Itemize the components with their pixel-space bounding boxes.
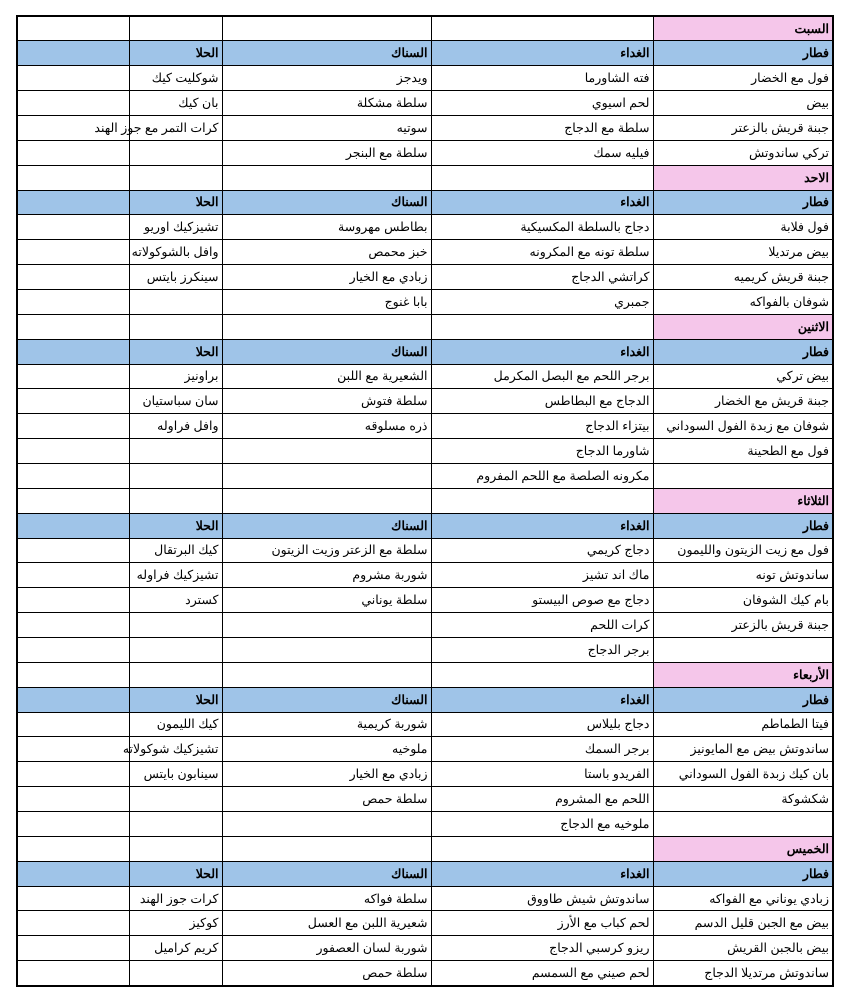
- meal-cell: سلطة مع الزعتر وزيت الزيتون: [222, 538, 431, 563]
- column-header-empty: [17, 861, 129, 886]
- meal-cell: ملوخيه مع الدجاج: [431, 812, 653, 837]
- table-row: [17, 737, 833, 762]
- meal-cell: الشعيرية مع اللبن: [222, 364, 431, 389]
- column-header: الحلا: [129, 687, 222, 712]
- table-row: [17, 637, 833, 662]
- meal-cell: كوكيز: [129, 911, 222, 936]
- meal-cell: تركي ساندوتش: [653, 140, 833, 165]
- meal-cell: جبنة قريش بالزعتر: [653, 115, 833, 140]
- empty-cell: [17, 662, 129, 687]
- meal-cell: [222, 463, 431, 488]
- meal-cell: وافل فراوله: [129, 414, 222, 439]
- empty-cell: [17, 488, 129, 513]
- meal-cell: دجاج مع صوص البيستو: [431, 588, 653, 613]
- column-header: السناك: [222, 861, 431, 886]
- meal-cell: بان كيك زبدة الفول السوداني: [653, 762, 833, 787]
- empty-cell: [17, 16, 129, 41]
- empty-cell: [129, 16, 222, 41]
- meal-cell: [17, 215, 129, 240]
- meal-cell: بيتزاء الدجاج: [431, 414, 653, 439]
- meal-cell: [129, 812, 222, 837]
- day-row: [17, 16, 833, 41]
- meal-cell: فول فلابة: [653, 215, 833, 240]
- empty-cell: [222, 662, 431, 687]
- column-header: الحلا: [129, 339, 222, 364]
- meal-cell: شاورما الدجاج: [431, 439, 653, 464]
- day-row: [17, 165, 833, 190]
- meal-cell: سلطة مشكلة: [222, 91, 431, 116]
- meal-cell: كريم كراميل: [129, 936, 222, 961]
- meal-cell: سلطة فتوش: [222, 389, 431, 414]
- meal-cell: [129, 140, 222, 165]
- meal-cell: تشيزكيك اوريو: [129, 215, 222, 240]
- meal-cell: الدجاج مع البطاطس: [431, 389, 653, 414]
- table-row: [17, 762, 833, 787]
- table-row: [17, 215, 833, 240]
- empty-cell: [431, 165, 653, 190]
- meal-cell: ملوخيه: [222, 737, 431, 762]
- meal-cell: [17, 439, 129, 464]
- table-row: [17, 538, 833, 563]
- empty-cell: [431, 314, 653, 339]
- column-header: السناك: [222, 687, 431, 712]
- day-title: الخميس: [653, 836, 833, 861]
- meal-cell: برجر اللحم مع البصل المكرمل: [431, 364, 653, 389]
- day-title: الاثنين: [653, 314, 833, 339]
- meal-cell: [17, 637, 129, 662]
- table-row: [17, 712, 833, 737]
- meal-cell: [17, 712, 129, 737]
- meal-cell: سلطة حمص: [222, 961, 431, 986]
- meal-cell: لحم صيني مع السمسم: [431, 961, 653, 986]
- meal-cell: كسترد: [129, 588, 222, 613]
- meal-cell: زبادي مع الخيار: [222, 265, 431, 290]
- table-row: [17, 289, 833, 314]
- meal-cell: تشيزكيك شوكولاته: [129, 737, 222, 762]
- meal-cell: بيض: [653, 91, 833, 116]
- table-row: [17, 787, 833, 812]
- meal-cell: خبز محمص: [222, 240, 431, 265]
- column-header-empty: [17, 687, 129, 712]
- meal-cell: تشيزكيك فراوله: [129, 563, 222, 588]
- day-row: [17, 314, 833, 339]
- table-row: [17, 265, 833, 290]
- meal-cell: شوربة مشروم: [222, 563, 431, 588]
- meal-cell: شوربة كريمية: [222, 712, 431, 737]
- table-row: [17, 463, 833, 488]
- column-header: فطار: [653, 513, 833, 538]
- meal-cell: [17, 91, 129, 116]
- meal-cell: ساندوتش مرتديلا الدجاج: [653, 961, 833, 986]
- meal-cell: شوفان مع زبدة الفول السوداني: [653, 414, 833, 439]
- meal-cell: فيتا الطماطم: [653, 712, 833, 737]
- meal-cell: بيض مرتديلا: [653, 240, 833, 265]
- meal-cell: شعيرية اللبن مع العسل: [222, 911, 431, 936]
- meal-cell: ساندوتش شيش طاووق: [431, 886, 653, 911]
- meal-cell: براونيز: [129, 364, 222, 389]
- meal-cell: ذره مسلوقه: [222, 414, 431, 439]
- empty-cell: [129, 165, 222, 190]
- meal-cell: كراتشي الدجاج: [431, 265, 653, 290]
- meal-cell: [17, 936, 129, 961]
- empty-cell: [222, 16, 431, 41]
- meal-cell: [17, 737, 129, 762]
- meal-cell: [17, 265, 129, 290]
- table-row: [17, 812, 833, 837]
- meal-cell: شوكليت كيك: [129, 66, 222, 91]
- meal-cell: سلطة مع الدجاج: [431, 115, 653, 140]
- meal-cell: شوربة لسان العصفور: [222, 936, 431, 961]
- meal-cell: [17, 538, 129, 563]
- meal-cell: جبنة قريش مع الخضار: [653, 389, 833, 414]
- column-header: الحلا: [129, 190, 222, 215]
- column-header: السناك: [222, 339, 431, 364]
- meal-cell: شوفان بالفواكه: [653, 289, 833, 314]
- meal-cell: كيك البرتقال: [129, 538, 222, 563]
- day-title: الاحد: [653, 165, 833, 190]
- column-header-row: [17, 41, 833, 66]
- empty-cell: [431, 488, 653, 513]
- column-header-empty: [17, 41, 129, 66]
- column-header: فطار: [653, 41, 833, 66]
- column-header: فطار: [653, 339, 833, 364]
- empty-cell: [222, 836, 431, 861]
- day-row: [17, 488, 833, 513]
- meal-cell: سينكرز بايتس: [129, 265, 222, 290]
- column-header-empty: [17, 339, 129, 364]
- meal-cell: بيض مع الجبن قليل الدسم: [653, 911, 833, 936]
- meal-cell: مكرونه الصلصة مع اللحم المفروم: [431, 463, 653, 488]
- table-row: [17, 563, 833, 588]
- empty-cell: [17, 165, 129, 190]
- meal-cell: [17, 588, 129, 613]
- empty-cell: [129, 836, 222, 861]
- meal-cell: [17, 463, 129, 488]
- table-row: [17, 140, 833, 165]
- meal-cell: [129, 787, 222, 812]
- meal-cell: بان كيك: [129, 91, 222, 116]
- empty-cell: [129, 488, 222, 513]
- meal-cell: [129, 961, 222, 986]
- column-header: فطار: [653, 687, 833, 712]
- table-row: [17, 364, 833, 389]
- column-header: الغداء: [431, 861, 653, 886]
- column-header-row: [17, 513, 833, 538]
- meal-cell: كيك الليمون: [129, 712, 222, 737]
- meal-cell: كرات اللحم: [431, 613, 653, 638]
- day-title: الثلاثاء: [653, 488, 833, 513]
- meal-plan-body: [17, 16, 833, 986]
- day-row: [17, 662, 833, 687]
- meal-cell: فيليه سمك: [431, 140, 653, 165]
- empty-cell: [17, 836, 129, 861]
- meal-cell: جمبري: [431, 289, 653, 314]
- meal-cell: [653, 463, 833, 488]
- empty-cell: [222, 488, 431, 513]
- table-row: [17, 66, 833, 91]
- column-header: فطار: [653, 861, 833, 886]
- meal-cell: [17, 140, 129, 165]
- meal-cell: [17, 240, 129, 265]
- meal-cell: [17, 66, 129, 91]
- column-header-empty: [17, 190, 129, 215]
- column-header: فطار: [653, 190, 833, 215]
- column-header-row: [17, 687, 833, 712]
- column-header: الغداء: [431, 687, 653, 712]
- table-row: [17, 588, 833, 613]
- meal-cell: [17, 812, 129, 837]
- column-header-empty: [17, 513, 129, 538]
- table-row: [17, 414, 833, 439]
- meal-cell: بام كيك الشوفان: [653, 588, 833, 613]
- day-title: الأربعاء: [653, 662, 833, 687]
- column-header: الغداء: [431, 339, 653, 364]
- empty-cell: [431, 836, 653, 861]
- meal-cell: [129, 289, 222, 314]
- table-row: [17, 389, 833, 414]
- table-row: [17, 91, 833, 116]
- meal-cell: ريزو كرسبي الدجاج: [431, 936, 653, 961]
- meal-cell: بابا غنوج: [222, 289, 431, 314]
- column-header: الحلا: [129, 513, 222, 538]
- meal-cell: [653, 812, 833, 837]
- meal-cell: سينابون بايتس: [129, 762, 222, 787]
- meal-cell: فول مع الطحينة: [653, 439, 833, 464]
- meal-cell: جبنة قريش بالزعتر: [653, 613, 833, 638]
- meal-cell: لحم اسيوي: [431, 91, 653, 116]
- meal-cell: دجاج بالسلطة المكسيكية: [431, 215, 653, 240]
- meal-cell: [129, 637, 222, 662]
- empty-cell: [431, 662, 653, 687]
- meal-cell: سان سباستيان: [129, 389, 222, 414]
- empty-cell: [129, 314, 222, 339]
- empty-cell: [222, 165, 431, 190]
- meal-cell: [222, 439, 431, 464]
- meal-cell: [17, 787, 129, 812]
- meal-cell: [17, 911, 129, 936]
- meal-cell: [129, 439, 222, 464]
- column-header: السناك: [222, 513, 431, 538]
- table-row: [17, 115, 833, 140]
- meal-cell: سلطة تونه مع المكرونه: [431, 240, 653, 265]
- meal-cell: [17, 563, 129, 588]
- meal-cell: ويدجز: [222, 66, 431, 91]
- meal-plan-table: [16, 15, 834, 987]
- meal-cell: جبنة قريش كريميه: [653, 265, 833, 290]
- meal-cell: دجاج كريمي: [431, 538, 653, 563]
- column-header: الغداء: [431, 41, 653, 66]
- empty-cell: [129, 662, 222, 687]
- meal-cell: بيض بالجبن القريش: [653, 936, 833, 961]
- meal-cell: وافل بالشوكولاته: [129, 240, 222, 265]
- meal-cell: [222, 613, 431, 638]
- meal-cell: سلطة مع البنجر: [222, 140, 431, 165]
- empty-cell: [222, 314, 431, 339]
- meal-cell: بطاطس مهروسة: [222, 215, 431, 240]
- meal-cell: [17, 389, 129, 414]
- meal-cell: فول مع زيت الزيتون والليمون: [653, 538, 833, 563]
- column-header: الحلا: [129, 861, 222, 886]
- meal-cell: برجر الدجاج: [431, 637, 653, 662]
- meal-cell: كرات جوز الهند: [129, 886, 222, 911]
- meal-cell: [17, 613, 129, 638]
- column-header: السناك: [222, 41, 431, 66]
- table-row: [17, 613, 833, 638]
- meal-cell: ساندوتش تونه: [653, 563, 833, 588]
- meal-cell: بيض تركي: [653, 364, 833, 389]
- meal-cell: [222, 812, 431, 837]
- meal-cell: اللحم مع المشروم: [431, 787, 653, 812]
- meal-cell: ماك اند تشيز: [431, 563, 653, 588]
- meal-cell: [222, 637, 431, 662]
- table-row: [17, 240, 833, 265]
- meal-cell: الفريدو باستا: [431, 762, 653, 787]
- meal-cell: فته الشاورما: [431, 66, 653, 91]
- meal-cell: [653, 637, 833, 662]
- column-header-row: [17, 190, 833, 215]
- table-row: [17, 911, 833, 936]
- table-row: [17, 961, 833, 986]
- column-header: السناك: [222, 190, 431, 215]
- meal-cell: [17, 414, 129, 439]
- meal-cell: [17, 289, 129, 314]
- meal-cell: [17, 762, 129, 787]
- column-header-row: [17, 861, 833, 886]
- meal-cell: برجر السمك: [431, 737, 653, 762]
- meal-cell: [129, 613, 222, 638]
- table-row: [17, 439, 833, 464]
- meal-cell: زبادي يوناني مع الفواكه: [653, 886, 833, 911]
- meal-cell: ساندوتش بيض مع المايونيز: [653, 737, 833, 762]
- meal-cell: زبادي مع الخيار: [222, 762, 431, 787]
- meal-cell: [17, 886, 129, 911]
- meal-cell: لحم كباب مع الأرز: [431, 911, 653, 936]
- meal-cell: [17, 961, 129, 986]
- table-row: [17, 886, 833, 911]
- meal-cell: سلطة حمص: [222, 787, 431, 812]
- meal-cell: سلطة فواكه: [222, 886, 431, 911]
- column-header-row: [17, 339, 833, 364]
- meal-cell: دجاج بليلاس: [431, 712, 653, 737]
- meal-cell: كرات التمر مع جوز الهند: [129, 115, 222, 140]
- meal-cell: فول مع الخضار: [653, 66, 833, 91]
- empty-cell: [431, 16, 653, 41]
- table-row: [17, 936, 833, 961]
- column-header: الغداء: [431, 190, 653, 215]
- column-header: الحلا: [129, 41, 222, 66]
- meal-cell: شكشوكة: [653, 787, 833, 812]
- meal-cell: سوتيه: [222, 115, 431, 140]
- meal-cell: [129, 463, 222, 488]
- day-row: [17, 836, 833, 861]
- meal-cell: سلطة يوناني: [222, 588, 431, 613]
- day-title: السبت: [653, 16, 833, 41]
- empty-cell: [17, 314, 129, 339]
- column-header: الغداء: [431, 513, 653, 538]
- meal-cell: [17, 364, 129, 389]
